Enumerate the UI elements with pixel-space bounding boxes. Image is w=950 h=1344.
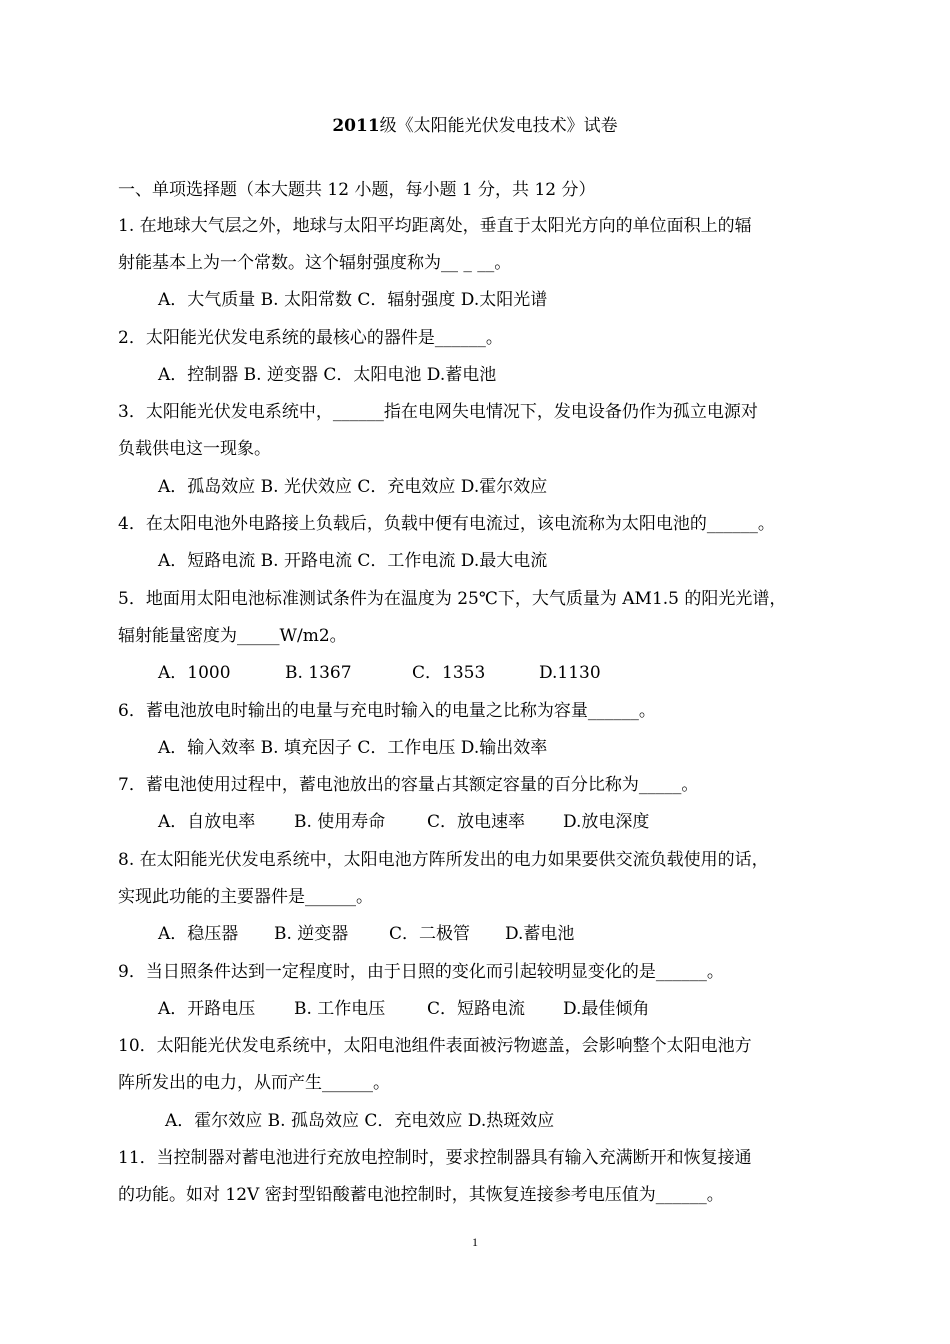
title-text: 级《太阳能光伏发电技术》试卷 bbox=[379, 116, 618, 136]
question-1-line-1: 1. 在地球大气层之外，地球与太阳平均距离处，垂直于太阳光方向的单位面积上的辐 bbox=[118, 216, 752, 236]
question-5-option-a: A．1000 bbox=[158, 663, 231, 683]
question-7-option-c: C．放电速率 bbox=[427, 812, 526, 832]
question-2-options: A．控制器 B. 逆变器 C．太阳电池 D.蓄电池 bbox=[158, 365, 497, 385]
question-8-option-d: D.蓄电池 bbox=[505, 924, 575, 944]
question-9-option-c: C．短路电流 bbox=[427, 999, 526, 1019]
question-8-option-b: B. 逆变器 bbox=[274, 924, 349, 944]
question-6-line-1: 6．蓄电池放电时输出的电量与充电时输入的电量之比称为容量______。 bbox=[118, 701, 656, 721]
question-10-line-1: 10．太阳能光伏发电系统中，太阳电池组件表面被污物遮盖，会影响整个太阳电池方 bbox=[118, 1036, 752, 1056]
question-8-option-c: C．二极管 bbox=[389, 924, 471, 944]
question-5-line-1: 5．地面用太阳电池标准测试条件为在温度为 25℃下，大气质量为 AM1.5 的阳光光谱， bbox=[118, 589, 787, 609]
question-7-line-1: 7．蓄电池使用过程中，蓄电池放出的容量占其额定容量的百分比称为_____。 bbox=[118, 775, 699, 795]
question-9-option-d: D.最佳倾角 bbox=[563, 999, 650, 1019]
question-10-options: A．霍尔效应 B. 孤岛效应 C．充电效应 D.热斑效应 bbox=[165, 1111, 555, 1131]
question-9-line-1: 9．当日照条件达到一定程度时，由于日照的变化而引起较明显变化的是______。 bbox=[118, 962, 724, 982]
question-1-options: A．大气质量 B. 太阳常数 C．辐射强度 D.太阳光谱 bbox=[158, 290, 548, 310]
question-10-line-2: 阵所发出的电力，从而产生______。 bbox=[118, 1073, 390, 1093]
question-8-line-1: 8. 在太阳能光伏发电系统中，太阳电池方阵所发出的电力如果要供交流负载使用的话， bbox=[118, 850, 769, 870]
question-5-option-d: D.1130 bbox=[539, 663, 601, 683]
question-9-option-b: B. 工作电压 bbox=[294, 999, 386, 1019]
question-9-option-a: A．开路电压 bbox=[158, 999, 256, 1019]
question-8-option-a: A．稳压器 bbox=[158, 924, 239, 944]
question-4-line-1: 4．在太阳电池外电路接上负载后，负载中便有电流过，该电流称为太阳电池的______。 bbox=[118, 514, 775, 534]
page-number: 1 bbox=[472, 1235, 478, 1249]
question-1-line-2: 射能基本上为一个常数。这个辐射强度称为__ _ __。 bbox=[118, 253, 512, 273]
question-7-option-b: B. 使用寿命 bbox=[294, 812, 386, 832]
question-5-line-2: 辐射能量密度为_____W/m2。 bbox=[118, 626, 347, 646]
question-7-option-a: A．自放电率 bbox=[158, 812, 256, 832]
question-8-line-2: 实现此功能的主要器件是______。 bbox=[118, 887, 373, 907]
section-heading: 一、单项选择题（本大题共 12 小题，每小题 1 分，共 12 分） bbox=[118, 180, 596, 200]
question-4-options: A．短路电流 B. 开路电流 C．工作电流 D.最大电流 bbox=[158, 551, 548, 571]
title-year: 2011 bbox=[332, 116, 380, 136]
question-5-option-c: C．1353 bbox=[412, 663, 486, 683]
question-11-line-1: 11．当控制器对蓄电池进行充放电控制时，要求控制器具有输入充满断开和恢复接通 bbox=[118, 1148, 752, 1168]
question-7-option-d: D.放电深度 bbox=[563, 812, 650, 832]
question-11-line-2: 的功能。如对 12V 密封型铅酸蓄电池控制时，其恢复连接参考电压值为______。 bbox=[118, 1185, 724, 1205]
question-3-line-2: 负载供电这一现象。 bbox=[118, 439, 271, 459]
question-5-option-b: B. 1367 bbox=[285, 663, 352, 683]
page-title bbox=[0, 112, 950, 140]
question-3-options: A．孤岛效应 B. 光伏效应 C．充电效应 D.霍尔效应 bbox=[158, 477, 548, 497]
question-2-line-1: 2．太阳能光伏发电系统的最核心的器件是______。 bbox=[118, 328, 503, 348]
question-3-line-1: 3．太阳能光伏发电系统中，______指在电网失电情况下，发电设备仍作为孤立电源对 bbox=[118, 402, 758, 422]
question-6-options: A．输入效率 B. 填充因子 C．工作电压 D.输出效率 bbox=[158, 738, 548, 758]
